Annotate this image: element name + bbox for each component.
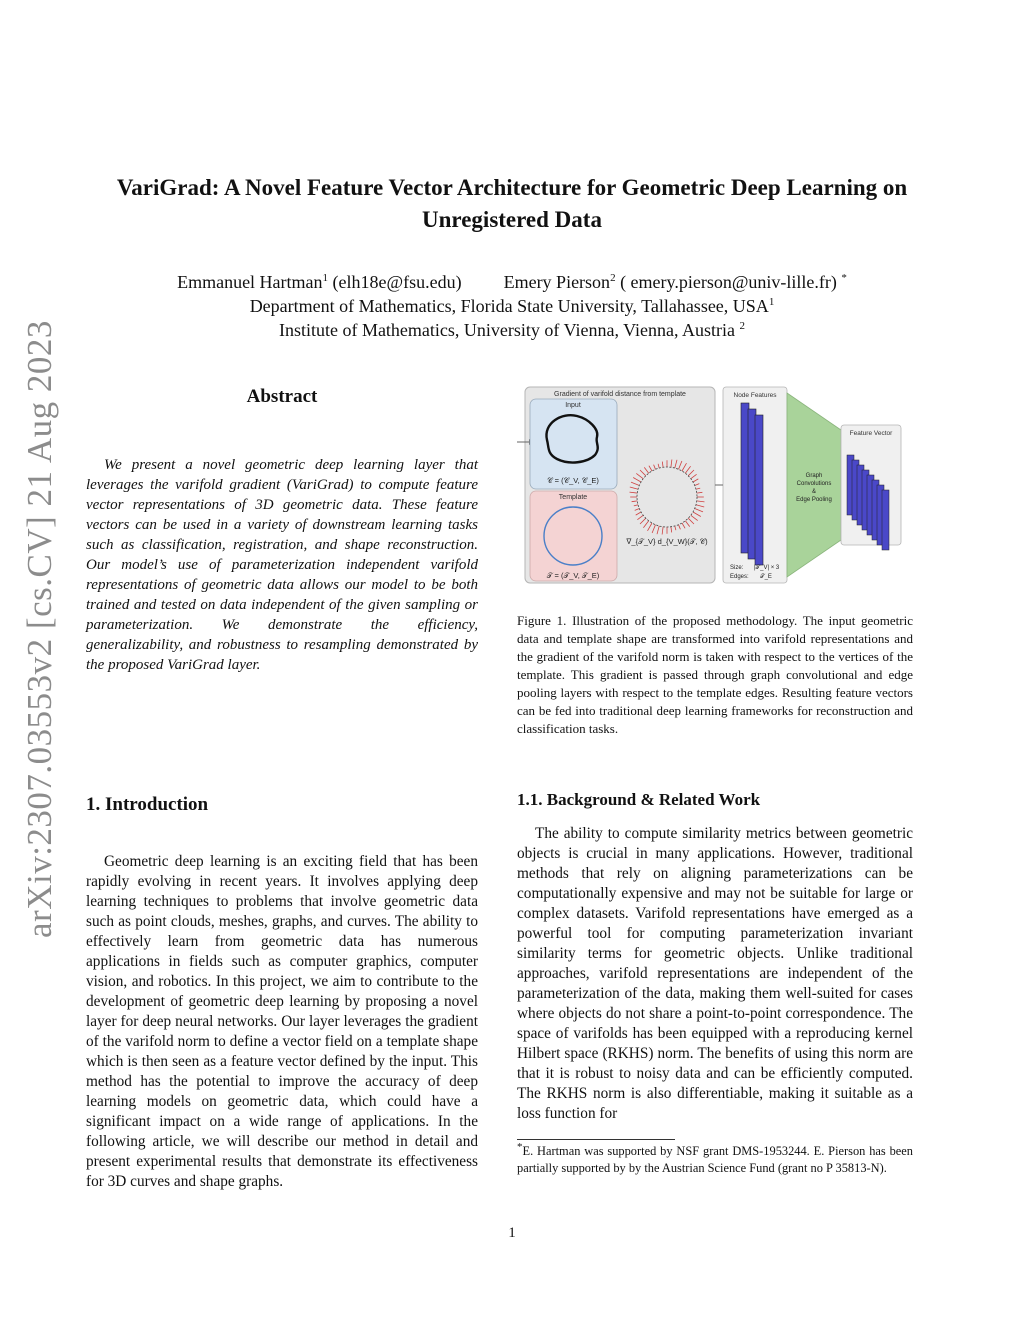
author2-name: Emery Pierson [503, 272, 611, 292]
author1-superscript: 1 [322, 272, 329, 284]
affiliation-1 [60, 294, 964, 318]
gradient-panel-title: Gradient of varifold distance from template [554, 391, 686, 398]
graph-conv-line4: Edge Pooling [796, 497, 832, 503]
input-label: Input [565, 402, 581, 409]
figure-1 [517, 385, 913, 585]
author1-name: Emmanuel Hartman [177, 272, 323, 292]
size-value: |𝒯_V| × 3 [754, 565, 780, 571]
figure-caption: Figure 1. Illustration of the proposed methodology. The input geometric data and template shape are transformed into varifold representations and the gradient of the varifold norm is taken with respect to the vertices of the template. This gradient is passed through graph convolutional and edge pooling layers with respect to the template edges. Resulting feature vectors can be fed into traditional deep learning frameworks for reconstruction and classification tasks. [517, 613, 913, 736]
abstract-heading: Abstract [246, 386, 318, 407]
affiliation-2-text: Institute of Mathematics, University of Vienna, Vienna, Austria [278, 320, 736, 340]
graph-conv-line3: & [811, 489, 817, 495]
template-formula: 𝒯 = (𝒯_V, 𝒯_E) [546, 571, 600, 580]
paper-title: VariGrad: A Novel Feature Vector Architecture for Geometric Deep Learning on Unregistered Data [116, 175, 908, 232]
graph-conv-line1: Graph [805, 473, 823, 479]
introduction-body: Geometric deep learning is an exciting field that has been rapidly evolving in recent years. It involves applying deep learning techniques to problems that involve geometric data such as point clouds, meshes, graphs, and curves. The ability to effectively learn from geometric data has numerous applications in fields such as computer graphics, computer vision, and robotics. In this project, we aim to contribute to the development of geometric deep learning by proposing a novel layer for deep neural networks. Our layer leverages the gradient of the varifold norm to define a vector field on a template shape which is then seen as a feature vector defined by the input. This method has the potential to improve the accuracy of deep learning models on geometric data, which could have a significant impact on a wide range of applications. In the following article, we will describe our method in detail and present experimental results that demonstrate its effectiveness for 3D curves and shape graphs. [86, 853, 478, 1190]
template-label: Template [558, 494, 588, 501]
edges-label: Edges: [730, 574, 749, 580]
background-body: The ability to compute similarity metrics between geometric objects is crucial in many applications. However, traditional methods that rely on aligning parameterizations can be computationally expensive and may not be suitable for large or complex datasets. Varifold representations have emerged as a powerful tool for computing parameterization invariant similarity terms for geometric objects. Unlike traditional approaches, varifold representations are independent of the parameterization of the data, making them well-suited for cases where objects do not share a point-to-point correspondence. The space of varifolds has been equipped with a reproducing kernel Hilbert space (RKHS) norm. The benefits of using this norm are that it is robust to noisy data and can be efficiently computed. The RKHS norm is also differentiable, making it suitable as a loss function for [517, 825, 913, 1122]
template-box [530, 491, 617, 581]
author2-superscript: 2 [610, 272, 616, 284]
input-formula: 𝒞 = (𝒞_V, 𝒞_E) [547, 476, 599, 485]
arxiv-identifier: arXiv:2307.03553v2 [cs.CV] 21 Aug 2023 [20, 320, 59, 938]
affiliation-2-superscript: 2 [739, 320, 746, 332]
affiliation-1-text: Department of Mathematics, Florida State University, Tallahassee, USA [249, 296, 769, 316]
author2-email: ( emery.pierson@univ-lille.fr) [620, 272, 837, 292]
gradient-formula: ∇_{𝒯_V} d_{V_W}(𝒯, 𝒞) [626, 537, 708, 546]
author-line [60, 270, 964, 294]
graph-conv-line2: Convolutions [796, 481, 832, 487]
node-feature-bar-3 [755, 415, 763, 565]
size-label: Size: [730, 565, 744, 571]
introduction-heading: 1. Introduction [86, 794, 209, 815]
page-number: 1 [508, 1225, 516, 1241]
edges-value: 𝒯_E [760, 574, 772, 580]
footnote-mark: * [517, 1140, 523, 1153]
affiliation-2 [60, 318, 964, 342]
feature-vector-label: Feature Vector [849, 430, 893, 437]
affiliation-1-superscript: 1 [768, 296, 775, 308]
author1-email: (elh18e@fsu.edu) [332, 272, 462, 292]
node-features-label: Node Features [733, 392, 777, 399]
footnote-text: E. Hartman was supported by NSF grant DMS-1953244. E. Pierson has been partially supported by by the Austrian Science Fund (grant no P 35813-N). [517, 1144, 913, 1175]
footnote [517, 1140, 913, 1177]
footnote-rule [517, 1139, 675, 1140]
abstract-body: We present a novel geometric deep learning layer that leverages the varifold gradient (VariGrad) to compute feature vector representations of 3D geometric data. These feature vectors can be used in a variety of downstream learning tasks such as classification, registration, and shape reconstruction. Our model’s use of parameterization independent varifold representations of geometric data allows our model to be both trained and tested on data independent of the given sampling or parameterization. We demonstrate the efficiency, generalizability, and robustness to resampling demonstrated by the proposed VariGrad layer. [86, 457, 478, 673]
author2-footnote-mark: * [841, 272, 847, 284]
background-heading: 1.1. Background & Related Work [517, 790, 761, 809]
feature-vector-bar [882, 490, 889, 550]
